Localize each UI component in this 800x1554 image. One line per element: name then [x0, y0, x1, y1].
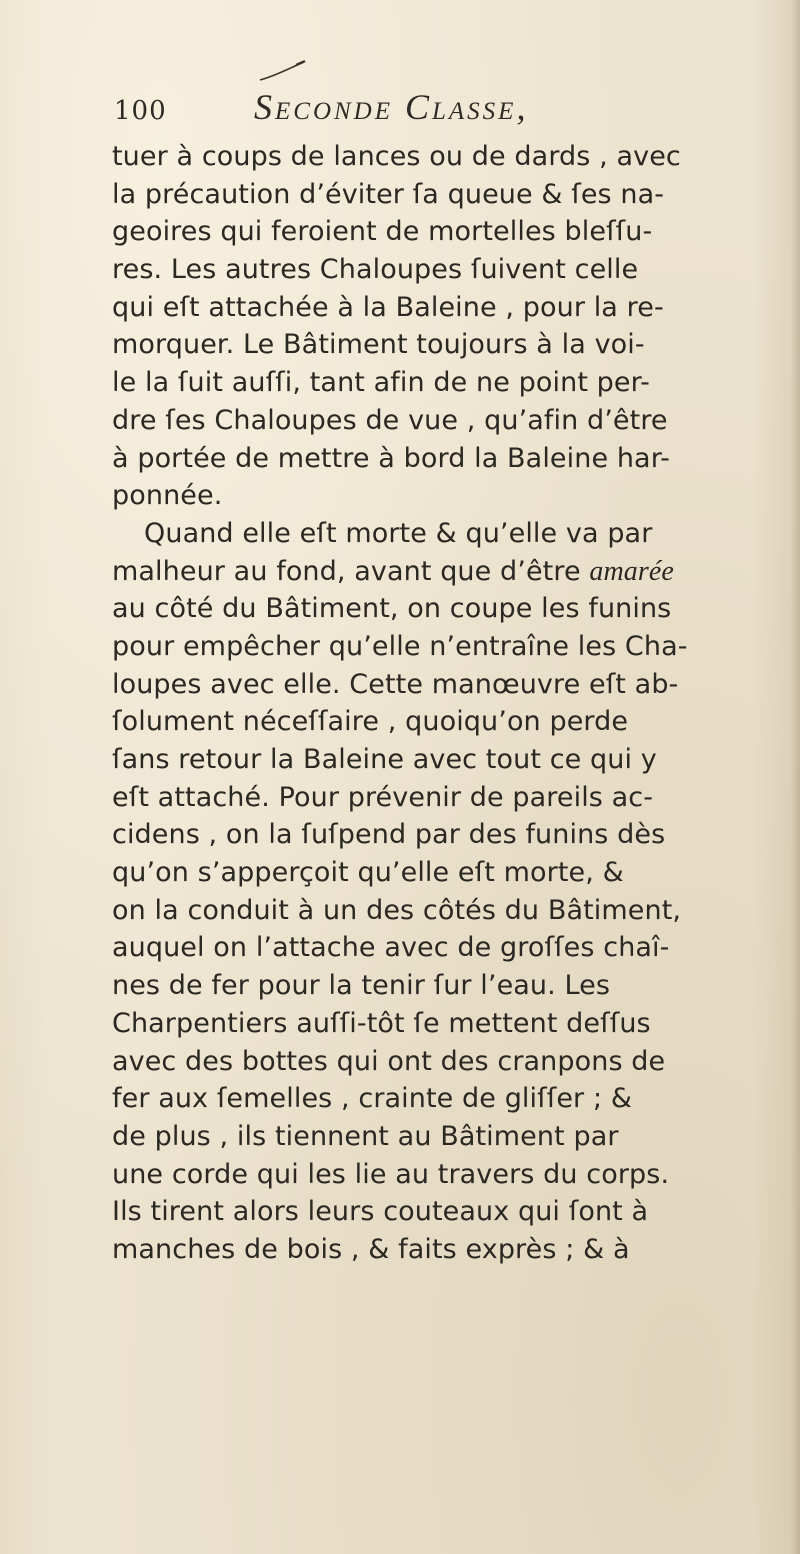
- text-line-with-italic: [112, 553, 772, 591]
- text-line: ponnée.: [112, 480, 223, 512]
- text-line: eſt attaché. Pour prévenir de pareils ac-: [112, 781, 654, 813]
- text-line: res. Les autres Chaloupes ſuivent celle: [112, 254, 639, 286]
- text-line: dre ſes Chaloupes de vue , qu’afin d’être: [112, 404, 668, 436]
- page-edge-shadow: [790, 0, 800, 1554]
- text-line: Ils tirent alors leurs couteaux qui ſont à: [112, 1196, 649, 1228]
- text-line: qu’on s’apperçoit qu’elle eſt morte, &: [112, 857, 624, 889]
- text-line: une corde qui les lie au travers du corps.: [112, 1158, 670, 1190]
- text-line: ſans retour la Baleine avec tout ce qui y: [112, 744, 657, 775]
- text-line: cidens , on la ſuſpend par des funins dès: [112, 819, 666, 851]
- text-line: avec des bottes qui ont des cranpons de: [112, 1045, 666, 1077]
- text-line: auquel on l’attache avec de groſſes chaî-: [112, 932, 670, 964]
- running-head: [114, 86, 734, 138]
- text-line: loupes avec elle. Cette manœuvre eſt ab-: [112, 668, 679, 700]
- text-line: de plus , ils tiennent au Bâtiment par: [112, 1120, 619, 1152]
- text-line: à portée de mettre à bord la Baleine har-: [112, 442, 671, 474]
- paragraph-start-line: Quand elle eſt morte & qu’elle va par: [144, 517, 653, 549]
- header-ornament-flourish: [256, 56, 308, 86]
- section-title: Seconde Classe,: [254, 87, 529, 127]
- text-line: morquer. Le Bâtiment toujours à la voi-: [112, 329, 645, 361]
- text-line: Charpentiers auſſi-tôt ſe mettent deſſus: [112, 1007, 651, 1039]
- text-line: tuer à coups de lances ou de dards , avec: [112, 141, 681, 172]
- text-line-part: malheur au fond, avant que d’être: [112, 555, 590, 587]
- text-line: la précaution d’éviter ſa queue & ſes na-: [112, 178, 665, 210]
- text-line: geoires qui feroient de mortelles bleſſu-: [112, 216, 653, 248]
- text-line: on la conduit à un des côtés du Bâtiment,: [112, 894, 682, 926]
- text-line: le la ſuit auſſi, tant afin de ne point per-: [112, 367, 650, 399]
- text-line: pour empêcher qu’elle n’entraîne les Cha-: [112, 630, 688, 662]
- text-line: nes de fer pour la tenir ſur l’eau. Les: [112, 970, 611, 1002]
- text-line: ſolument néceſſaire , quoiqu’on perde: [112, 706, 629, 738]
- italic-term: amarée: [589, 555, 674, 587]
- body-text: [112, 138, 772, 1269]
- text-line: manches de bois , & faits exprès ; & à: [112, 1233, 630, 1265]
- page-number: 100: [114, 96, 167, 126]
- text-line: fer aux ſemelles , crainte de gliſſer ; &: [112, 1083, 632, 1115]
- text-line: au côté du Bâtiment, on coupe les funins: [112, 593, 672, 625]
- text-line: qui eſt attachée à la Baleine , pour la re-: [112, 291, 664, 323]
